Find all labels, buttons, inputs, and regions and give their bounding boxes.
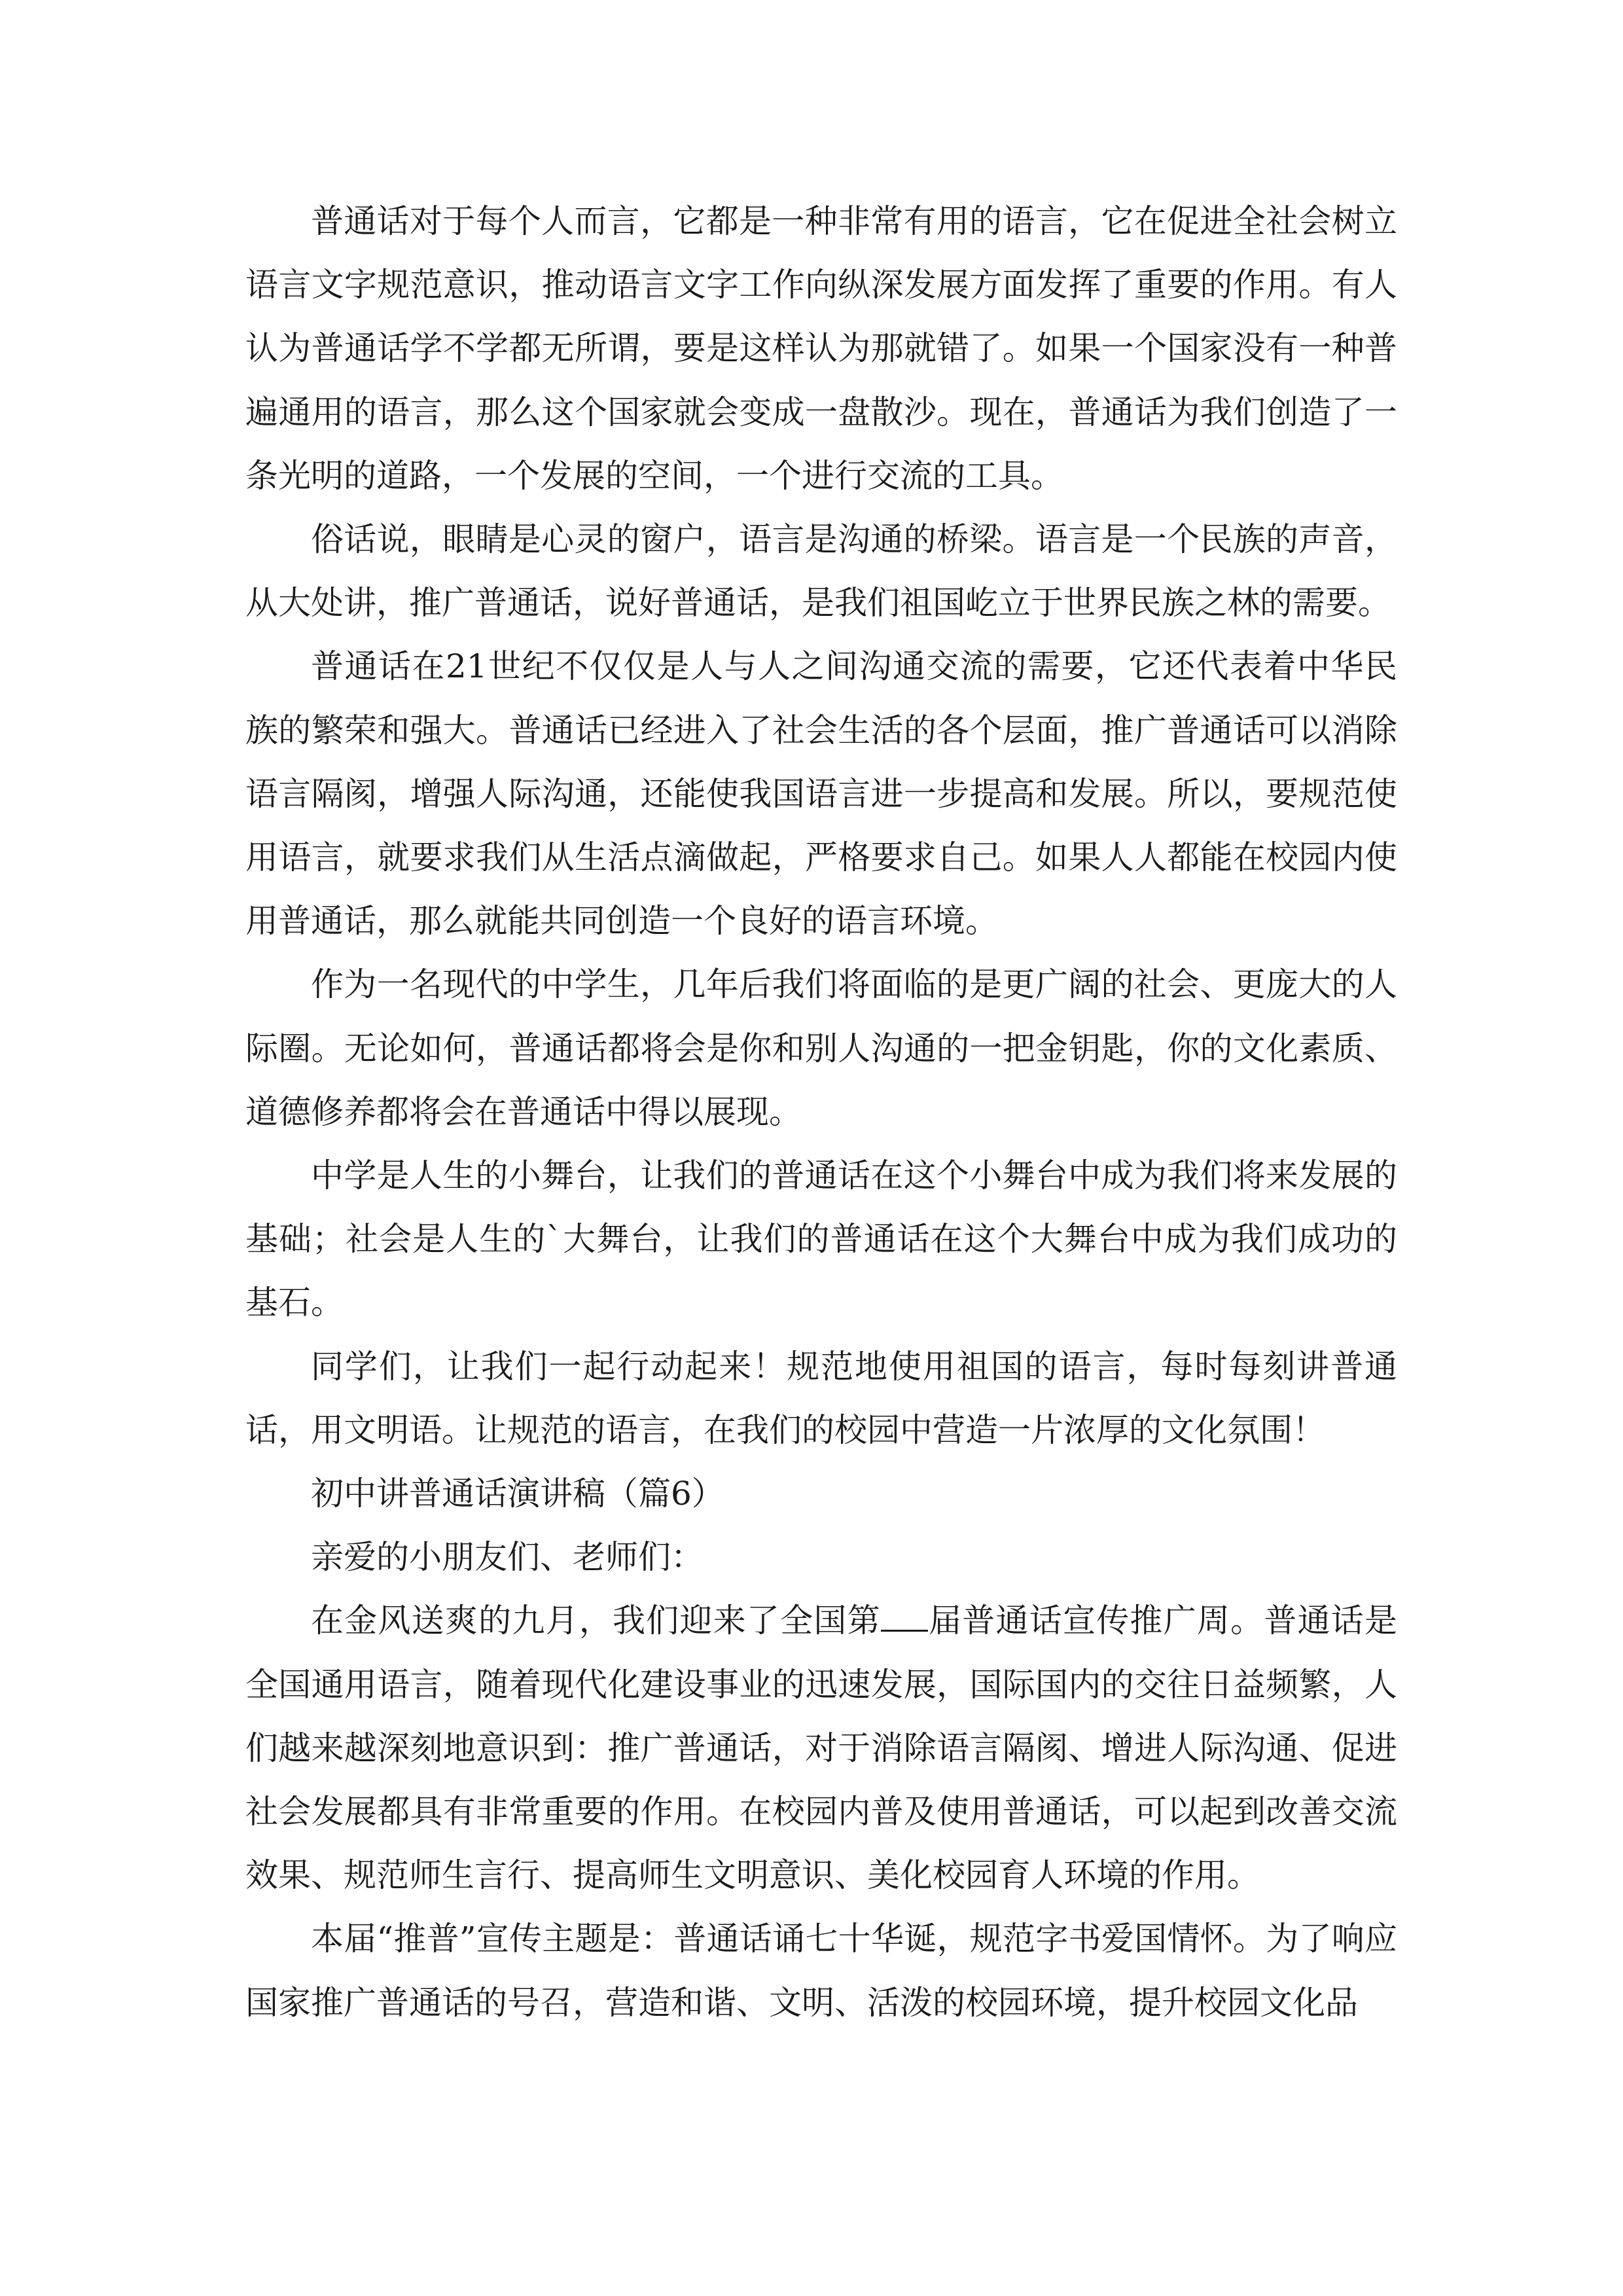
paragraph: 中学是人生的小舞台，让我们的普通话在这个小舞台中成为我们将来发展的基础；社会是人生的`大舞台，让我们的普通话在这个大舞台中成为我们成功的基石。 [245,1157,1397,1322]
section-heading: 初中讲普通话演讲稿（篇6） [311,1475,724,1513]
paragraph: 本届“推普”宣传主题是：普通话诵七十华诞，规范字书爱国情怀。为了响应国家推广普通话的号召，营造和谐、文明、活泼的校园环境，提升校园文化品 [245,1920,1397,2022]
paragraph: 俗话说，眼睛是心灵的窗户，语言是沟通的桥梁。语言是一个民族的声音，从大处讲，推广普通话，说好普通话，是我们祖国屹立于世界民族之林的需要。 [245,520,1397,622]
paragraph: 作为一名现代的中学生，几年后我们将面临的是更广阔的社会、更庞大的人际圈。无论如何，普通话都将会是你和别人沟通的一把金钥匙，你的文化素质、道德修养都将会在普通话中得以展现。 [245,965,1397,1131]
fill-in-blank [881,1604,928,1632]
paragraph-text-before-blank: 在金风送爽的九月，我们迎来了全国第 [311,1602,881,1640]
paragraph-text-after-blank: 届普通话宣传推广周。普通话是全国通用语言，随着现代化建设事业的迅速发展，国际国内的交往日益频繁，人们越来越深刻地意识到：推广普通话，对于消除语言隔阂、增进人际沟通、促进社会发展都具有非常重要的作用。在校园内普及使用普通话，可以起到改善交流效果、规范师生言行、提高师生文明意识、美化校园育人环境的作用。 [245,1602,1398,1895]
document-body [245,190,1397,2035]
paragraph: 同学们，让我们一起行动起来！规范地使用祖国的语言，每时每刻讲普通话，用文明语。让规范的语言，在我们的校园中营造一片浓厚的文化氛围！ [245,1347,1397,1449]
paragraph: 普通话在21世纪不仅仅是人与人之间沟通交流的需要，它还代表着中华民族的繁荣和强大。普通话已经进入了社会生活的各个层面，推广普通话可以消除语言隔阂，增强人际沟通，还能使我国语言进一步提高和发展。所以，要规范使用语言，就要求我们从生活点滴做起，严格要求自己。如果人人都能在校园内使用普通话，那么就能共同创造一个良好的语言环境。 [245,647,1397,941]
paragraph-with-blank [245,1589,1397,1907]
paragraph: 普通话对于每个人而言，它都是一种非常有用的语言，它在促进全社会树立语言文字规范意识，推动语言文字工作向纵深发展方面发挥了重要的作用。有人认为普通话学不学都无所谓，要是这样认为那就错了。如果一个国家没有一种普遍通用的语言，那么这个国家就会变成一盘散沙。现在，普通话为我们创造了一条光明的道路，一个发展的空间，一个进行交流的工具。 [245,202,1397,495]
salutation: 亲爱的小朋友们、老师们： [311,1538,704,1577]
